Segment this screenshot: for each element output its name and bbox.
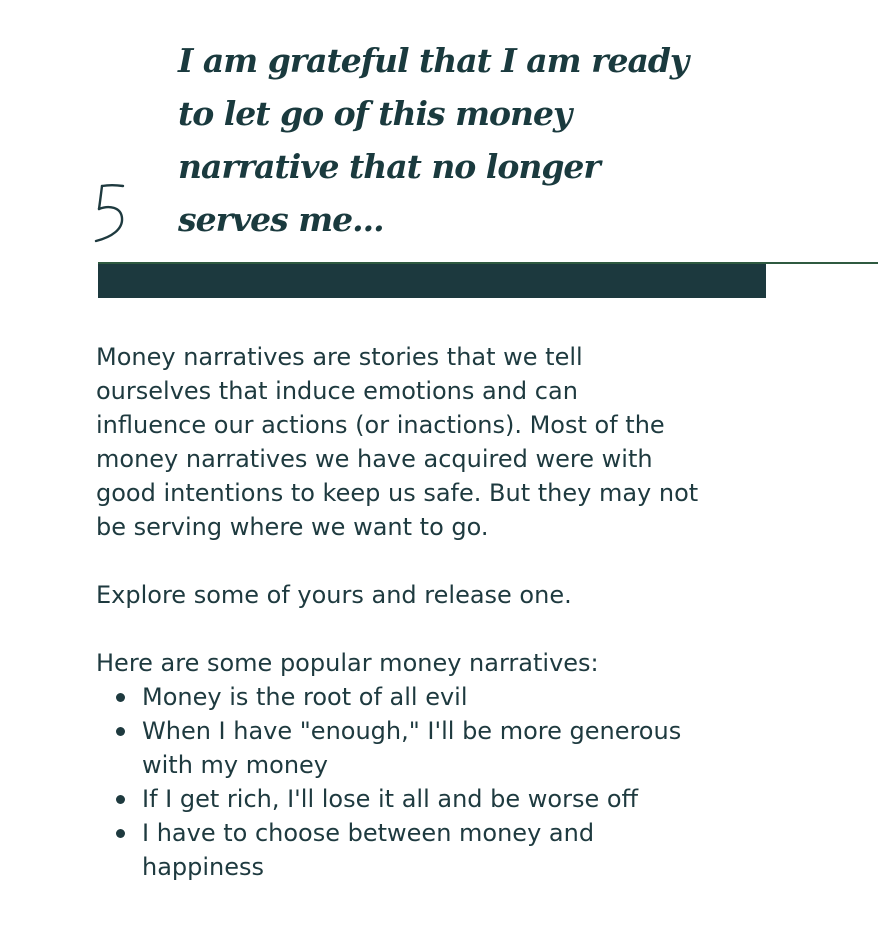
intro-line: good intentions to keep us safe. But they may not: [96, 479, 699, 507]
list-item: [96, 782, 796, 816]
list-item-line: When I have "enough," I'll be more generous: [142, 717, 682, 745]
heading-line: narrative that no longer: [178, 147, 600, 186]
bullet-icon: [116, 693, 125, 702]
list-intro: Here are some popular money narratives:: [96, 649, 599, 677]
intro-line: money narratives we have acquired were with: [96, 445, 653, 473]
bullet-icon: [116, 795, 125, 804]
list-item-line: I have to choose between money and: [142, 819, 595, 847]
affirmation-heading: [178, 34, 818, 246]
accent-bar: [98, 264, 766, 298]
bullet-icon: [116, 829, 125, 838]
intro-line: ourselves that induce emotions and can: [96, 377, 578, 405]
heading-line: I am grateful that I am ready: [178, 41, 689, 80]
intro-line: be serving where we want to go.: [96, 513, 489, 541]
intro-paragraph: [96, 340, 796, 544]
list-item: [96, 680, 796, 714]
list-item-line: happiness: [142, 853, 265, 881]
list-item-line: If I get rich, I'll lose it all and be worse off: [142, 785, 639, 813]
list-item-line: with my money: [142, 751, 328, 779]
list-item: [96, 816, 796, 884]
list-item-line: Money is the root of all evil: [142, 683, 468, 711]
intro-line: influence our actions (or inactions). Most of the: [96, 411, 665, 439]
prompt-text: Explore some of yours and release one.: [96, 581, 572, 609]
narratives-list: [96, 680, 796, 884]
list-item: [96, 714, 796, 782]
bullet-icon: [116, 727, 125, 736]
step-number-5: [92, 172, 136, 248]
body-content: [96, 340, 796, 884]
heading-line: to let go of this money: [178, 94, 572, 133]
intro-line: Money narratives are stories that we tell: [96, 343, 583, 371]
heading-line: serves me...: [178, 200, 384, 239]
